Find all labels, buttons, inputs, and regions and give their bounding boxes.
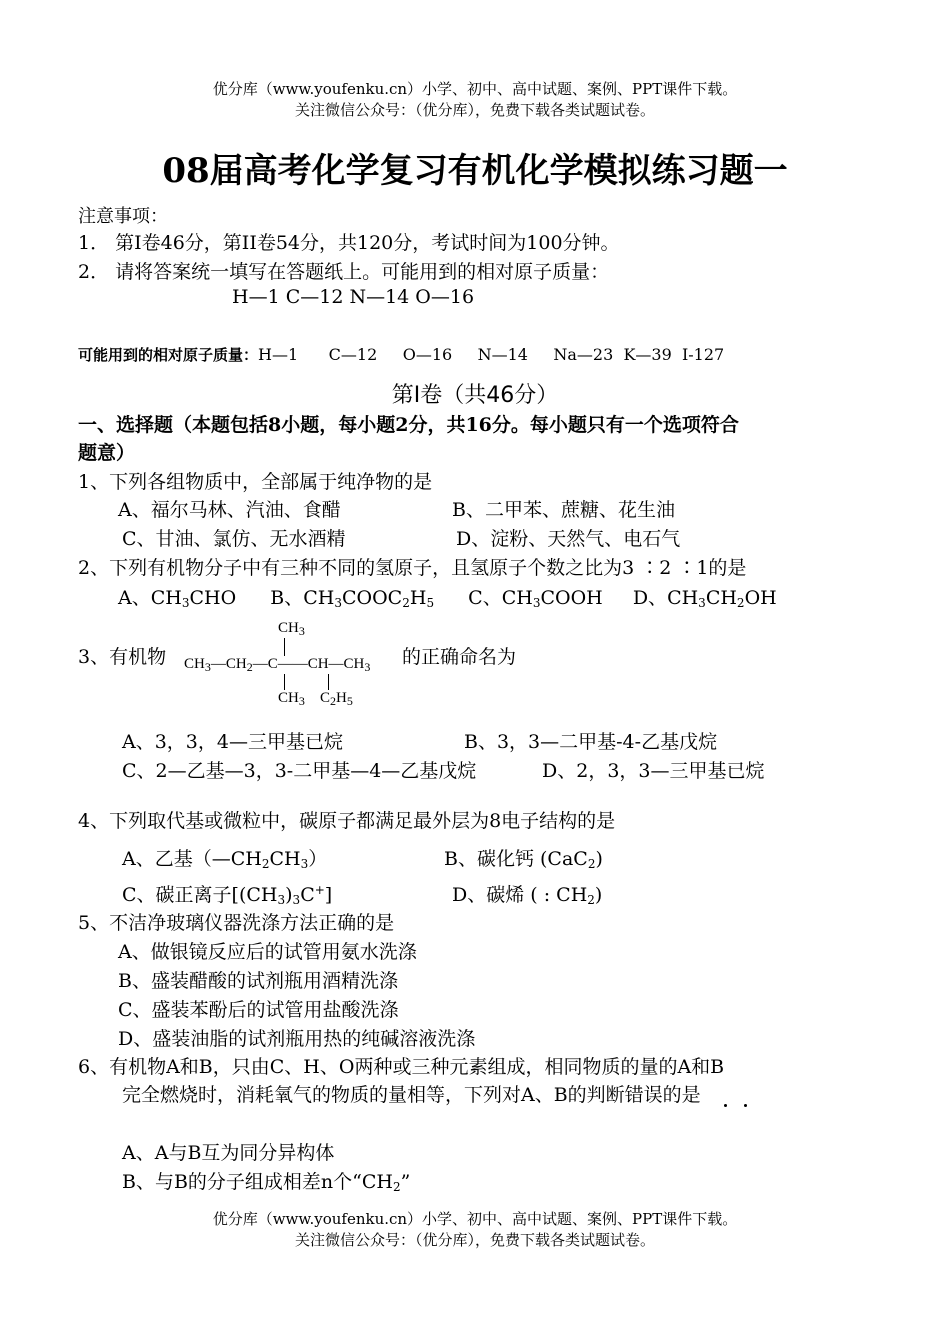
- q3-option-c: C、2—乙基—3，3-二甲基—4—乙基戊烷: [122, 760, 477, 782]
- q4-stem: 4、下列取代基或微粒中，碳原子都满足最外层为8电子结构的是: [78, 810, 616, 832]
- section-heading-line-2: 题意）: [78, 442, 136, 464]
- q1-option-b: B、二甲苯、蔗糖、花生油: [452, 499, 675, 521]
- q3-stem-prefix: 3、有机物: [78, 646, 167, 668]
- notes-masses: H—1 C—12 N—14 O—16: [232, 286, 475, 308]
- q3-structure-bottom-left: $CH_3$: [278, 690, 305, 708]
- q2-option-c: C、$CH_3COOH$: [468, 587, 603, 610]
- q6-stem-line-1: 6、有机物A和B，只由C、H、O两种或三种元素组成，相同物质的量的A和B: [78, 1056, 725, 1078]
- q5-option-d: D、盛装油脂的试剂瓶用热的纯碱溶液洗涤: [118, 1028, 476, 1050]
- q4-option-a: A、乙基$(—CH_2CH_3)$: [122, 848, 328, 871]
- q1-stem: 1、下列各组物质中，全部属于纯净物的是: [78, 471, 433, 493]
- q1-option-a: A、福尔马林、汽油、食醋: [118, 499, 341, 521]
- q4-option-b: B、碳化钙 (CaC$_2$): [444, 848, 603, 871]
- q6-option-a: A、A与B互为同分异构体: [122, 1142, 335, 1164]
- q2-option-d: D、$CH_3CH_2OH$: [632, 587, 777, 610]
- footer-line-1: 优分库（www.youfenku.cn）小学、初中、高中试题、案例、PPT课件下载。: [212, 1210, 738, 1228]
- q4-option-c: C、碳正离子$[(CH_3)_3C^+]$: [122, 883, 333, 907]
- emphasis-dot: [724, 1104, 727, 1107]
- q3-structural-formula: [184, 618, 399, 712]
- q3-option-d: D、2，3，3—三甲基已烷: [542, 760, 765, 782]
- q3-bond-bottom-right: [328, 674, 329, 690]
- atomic-masses-label: 可能用到的相对原子质量：: [78, 346, 259, 364]
- q5-option-b: B、盛装醋酸的试剂瓶用酒精洗涤: [118, 970, 398, 992]
- header-line-2: 关注微信公众号：（优分库），免费下载各类试题试卷。: [294, 101, 655, 119]
- q3-bond-bottom-left: [284, 674, 285, 690]
- q3-bond-top: [284, 638, 285, 656]
- q3-option-b: B、3，3—二甲基-4-乙基戊烷: [464, 731, 718, 753]
- q6-stem-line-2: 完全燃烧时，消耗氧气的物质的量相等，下列对A、B的判断错误的是: [122, 1084, 701, 1106]
- q2-options: [118, 583, 777, 610]
- q3-structure-bottom-right: $C_2H_5$: [320, 690, 353, 708]
- q2-stem: 2、下列有机物分子中有三种不同的氢原子，且氢原子个数之比为3 ∶2 ∶1的是: [78, 557, 747, 579]
- section-title: 第Ⅰ卷（共46分）: [391, 383, 559, 408]
- section-heading-line-1: 一、选择题（本题包括8小题，每小题2分，共16分。每小题只有一个选项符合: [78, 414, 739, 436]
- notes-item-1: 1． 第I卷46分，第II卷54分，共120分，考试时间为100分钟。: [78, 232, 620, 254]
- q6-option-b: B、与B的分子组成相差n个“$CH_2$”: [122, 1171, 411, 1194]
- notes-item-2: 2． 请将答案统一填写在答题纸上。可能用到的相对原子质量：: [78, 261, 610, 283]
- q5-option-a: A、做银镜反应后的试管用氨水洗涤: [118, 941, 417, 963]
- footer-line-2: 关注微信公众号：（优分库），免费下载各类试题试卷。: [294, 1231, 655, 1249]
- atomic-masses-values: H—1 C—12 O—16 N—14 Na—23 K—39 I-127: [258, 345, 725, 364]
- q1-option-c: C、甘油、氯仿、无水酒精: [122, 528, 346, 550]
- q2-option-b: B、$CH_3COOC_2H_5$: [270, 587, 435, 610]
- q3-structure-main: $CH_3—CH_2—C——CH—CH_3$: [184, 656, 371, 674]
- atomic-masses-line: [78, 344, 724, 365]
- emphasis-dot: [744, 1104, 747, 1107]
- q5-stem: 5、不洁净玻璃仪器洗涤方法正确的是: [78, 912, 395, 934]
- q2-option-a: A、$CH_3CHO$: [118, 587, 237, 610]
- q1-option-d: D、淀粉、天然气、电石气: [456, 528, 681, 550]
- q3-structure-top: $CH_3$: [278, 620, 305, 638]
- q5-option-c: C、盛装苯酚后的试管用盐酸洗涤: [118, 999, 399, 1021]
- q3-option-a: A、3，3，4—三甲基已烷: [122, 731, 343, 753]
- q4-option-d: D、碳烯 ( : $CH_2$): [452, 884, 603, 907]
- page-title: 08届高考化学复习有机化学模拟练习题一: [162, 151, 788, 191]
- header-line-1: 优分库（www.youfenku.cn）小学、初中、高中试题、案例、PPT课件下载。: [212, 80, 738, 98]
- q3-stem-suffix: 的正确命名为: [402, 646, 517, 668]
- notes-heading: 注意事项：: [78, 206, 168, 227]
